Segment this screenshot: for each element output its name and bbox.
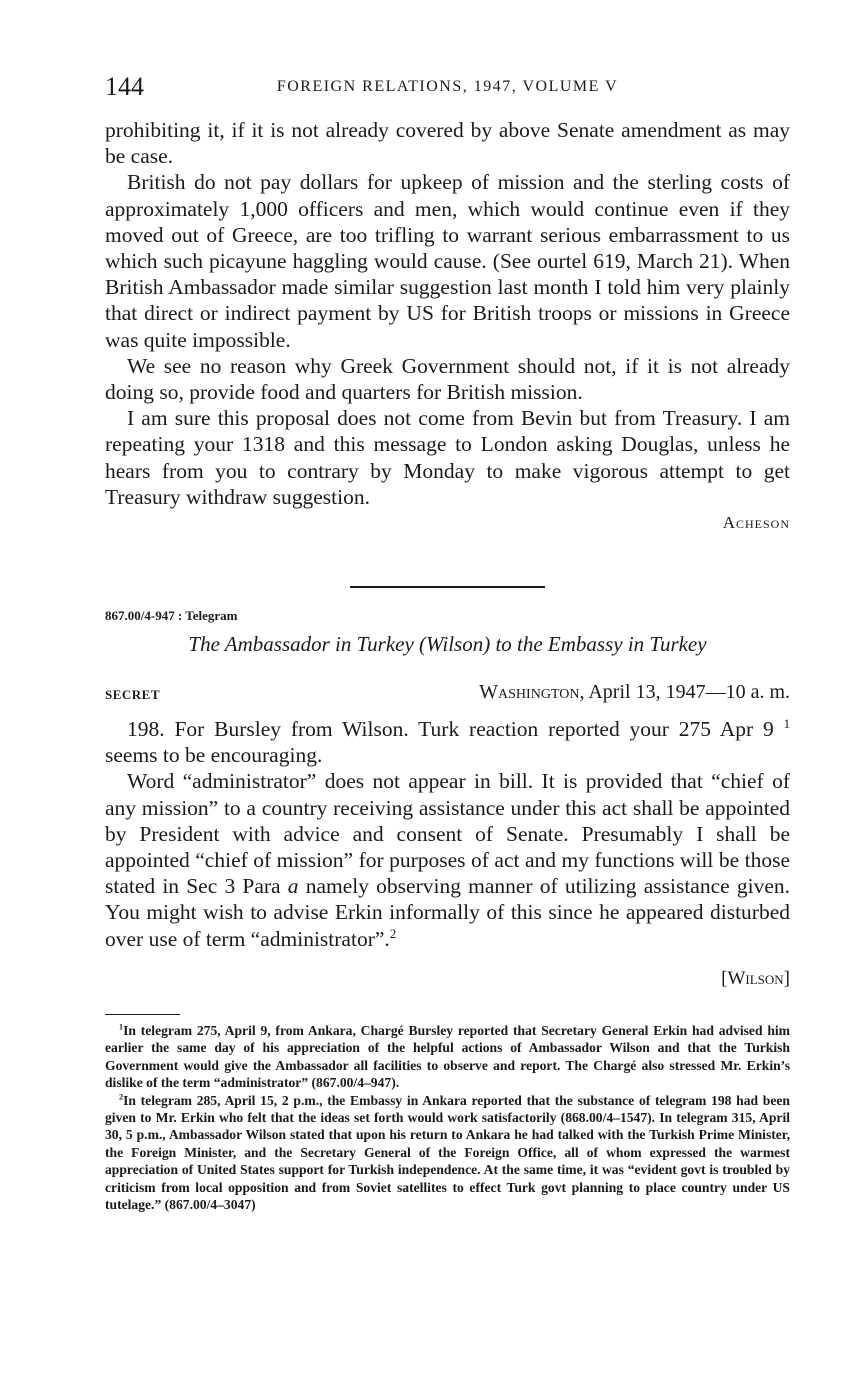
section-divider [350,586,545,588]
paragraph-text: Word “administrator” does not appear in bill. It is provided that “chief of any mission” to a country receiving assistance under this act shall be appointed by President with advice and consent of Senate. Presumably I shall be appointed “chief of mission” for purposes of act and my functions will be those stated in Sec 3 Para [105,769,790,899]
italic-letter: a [287,874,299,899]
place: Washington [479,681,580,703]
footnote-text: In telegram 285, April 15, 2 p.m., the Embassy in Ankara reported that the substance of telegram 198 had been given to Mr. Erkin who felt that the ideas set forth would work satisfactorily (868.00/4–1547). In telegram 315, April 30, 5 p.m., Ambassador Wilson stated that upon his return to Ankara he had talked with the Turkish Prime Minister, the Foreign Minister, and the Secretary General of the Foreign Office, all of whom expressed the warmest appreciation of United States support for Turkish independence. At the same time, it was “evident govt is troubled by criticism from local opposition and from Soviet satellites to effect Turk govt planning to place country under US tutelage.” (867.00/4–3047) [105,1092,790,1213]
file-reference: 867.00/4-947 : Telegram [105,608,238,623]
signature-acheson: Acheson [722,513,790,533]
paragraph: I am sure this proposal does not come from Bevin but from Treasury. I am repeating your 1318 and this message to London asking Douglas, unless he hears from you to contrary by Monday to make vigorous attempt to get Treasury withdraw suggestion. [105,406,790,509]
footnotes [105,1022,790,1213]
footnote-ref: 1 [783,716,791,731]
document-title: The Ambassador in Turkey (Wilson) to the Embassy in Turkey [188,632,707,656]
paragraph [105,716,790,768]
footnote-ref: 2 [389,926,397,941]
dateline [479,681,790,704]
continued-telegram [105,117,790,536]
date: , April 13, 1947—10 a. m. [579,681,790,703]
signature-wilson: [Wilson] [721,967,790,989]
footnote-mark: 2 [119,1092,124,1102]
footnote-text: In telegram 275, April 9, from Ankara, Chargé Bursley reported that Secretary General Erkin had advised him earlier the same day of his appreciation of the helpful actions of Ambassador Wilson and that the Turkish Government would give the Ambassador all facilities to observe and report. The Chargé also stressed Mr. Erkin’s dislike of the term “administrator” (867.00/4–947). [105,1023,790,1091]
paragraph: prohibiting it, if it is not already covered by above Senate amendment as may be case. [105,118,790,169]
telegram-body [105,716,790,992]
paragraph-text: 198. For Bursley from Wilson. Turk reaction reported your 275 Apr 9 [127,717,774,741]
classification-line [105,681,790,707]
footnote [105,1092,790,1214]
page-header [105,72,790,102]
classification: SECRET [105,687,161,702]
paragraph [105,768,790,951]
page-number: 144 [105,72,144,101]
footnote-mark: 1 [119,1022,124,1032]
paragraph: We see no reason why Greek Government should not, if it is not already doing so, provide food and quarters for British mission. [105,353,790,405]
paragraph-text: seems to be encouraging. [105,743,323,768]
paragraph-text: namely observing manner of utilizing assistance given. You might wish to advise Erkin informally of this since he appeared disturbed over use of term “administrator”. [105,874,790,951]
paragraph: British do not pay dollars for upkeep of mission and the sterling costs of approximately 1,000 officers and men, which would continue even if they moved out of Greece, are too trifling to warrant serious embarrassment to us which such picayune haggling would cause. (See ourtel 619, March 21). When British Ambassador made similar suggestion last month I told him very plainly that direct or indirect payment by US for British troops or missions in Greece was quite impossible. [105,170,790,352]
footnote-rule [105,1014,180,1015]
footnote [105,1022,790,1092]
running-title: FOREIGN RELATIONS, 1947, VOLUME V [276,78,619,95]
